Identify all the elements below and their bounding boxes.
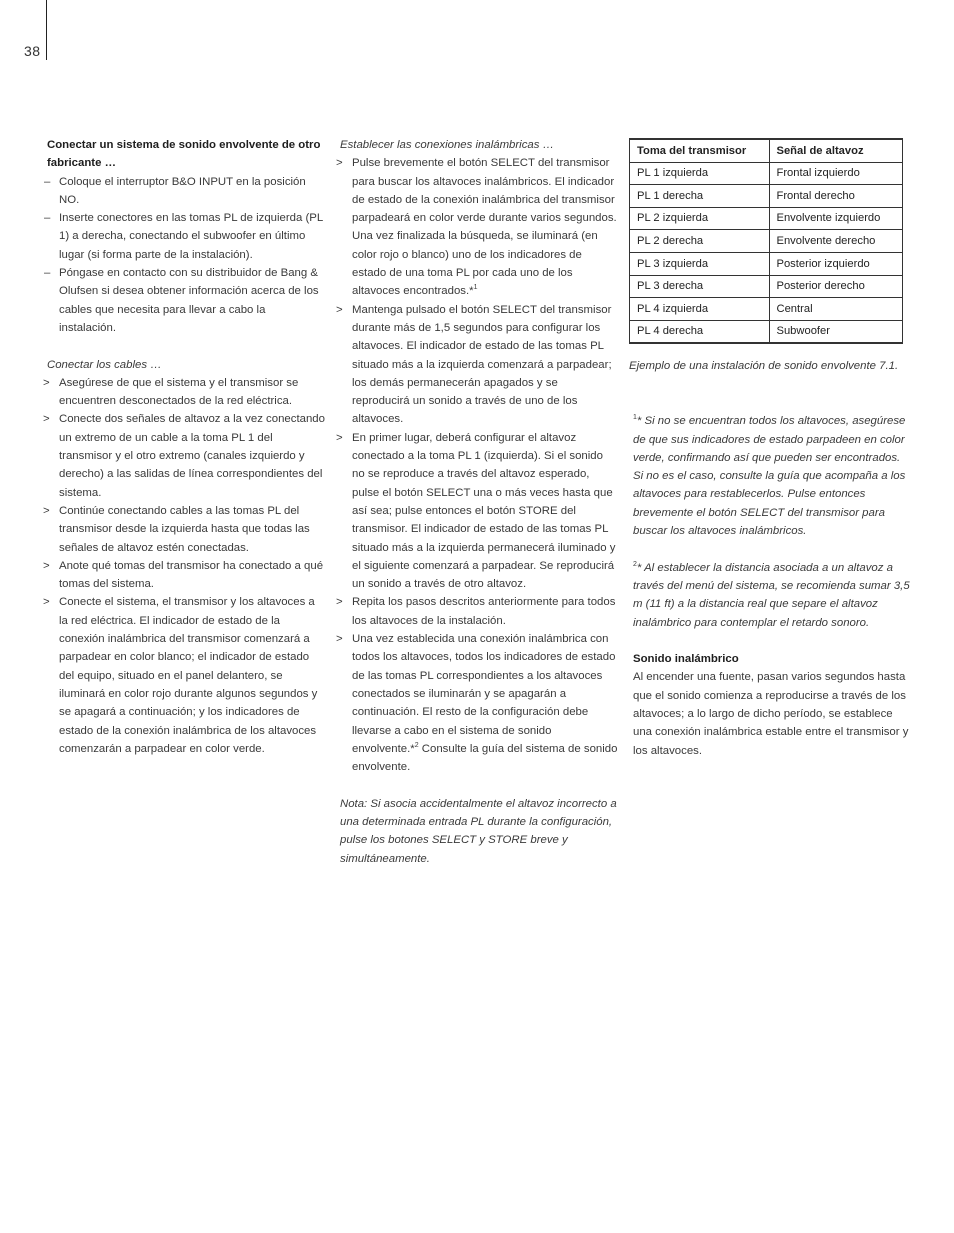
footnote-ref: 2: [414, 742, 419, 749]
footnote-ref: 1: [473, 284, 478, 292]
table-cell: PL 4 izquierda: [630, 298, 770, 321]
dash-marker: –: [44, 212, 51, 225]
arrow-marker: >: [43, 559, 50, 572]
list-item: > Anote qué tomas del transmisor ha conectado a qué tomas del sistema.: [47, 557, 325, 594]
arrow-marker: >: [336, 431, 343, 444]
arrow-marker: >: [43, 504, 50, 517]
table-cell: Central: [769, 298, 903, 321]
list-item: > Repita los pasos descritos anteriormente para todos los altavoces de la instalación.: [340, 593, 618, 630]
column-middle: [336, 136, 618, 868]
list-item: > En primer lugar, deberá configurar el altavoz conectado a la toma PL 1 (izquierda). Si el sonido no se reproduce a través del altavoz esperado, pulse el botón SELECT una o más veces hasta que así sea; pulse entonces el botón STORE del transmisor. El indicador de estado de las tomas PL situado más a la izquierda permanecerá iluminado y el siguiente comenzará a parpadear. Se reproducirá un sonido a través de otro altavoz.: [340, 429, 618, 594]
table-cell: Frontal izquierdo: [769, 162, 903, 185]
column-header: Toma del transmisor: [630, 139, 770, 162]
list-item: – Inserte conectores en las tomas PL de izquierda (PL 1) a derecha, conectando el subwoofer en último lugar (si forma parte de la instalación).: [47, 209, 325, 264]
table-row: [630, 298, 903, 321]
table-cell: Posterior izquierdo: [769, 252, 903, 275]
table-row: [630, 252, 903, 275]
table-row: [630, 207, 903, 230]
speaker-mapping-table: [629, 138, 903, 344]
table-caption: Ejemplo de una instalación de sonido envolvente 7.1.: [629, 360, 899, 373]
section-heading-wireless-sound: Sonido inalámbrico: [633, 653, 739, 666]
table-header-row: [630, 139, 903, 162]
wireless-steps: [336, 154, 618, 776]
table-cell: PL 1 derecha: [630, 185, 770, 208]
table-cell: PL 3 izquierda: [630, 252, 770, 275]
wireless-sound-text: Al encender una fuente, pasan varios segundos hasta que el sonido comienza a reproducirse a través de los altavoces; a lo largo de dicho período, se establece una conexión inalámbrica estable entre el transmisor y los altavoces.: [633, 671, 909, 757]
table-cell: Envolvente izquierdo: [769, 207, 903, 230]
table-cell: PL 1 izquierda: [630, 162, 770, 185]
arrow-marker: >: [43, 596, 50, 609]
setup-dash-list: [44, 173, 325, 338]
table-cell: PL 4 derecha: [630, 320, 770, 343]
footnote-number: 1: [633, 414, 637, 422]
table-cell: PL 2 izquierda: [630, 207, 770, 230]
page-margin-rule: [46, 0, 47, 60]
arrow-marker: >: [43, 376, 50, 389]
table-row: [630, 185, 903, 208]
arrow-marker: >: [43, 413, 50, 426]
arrow-marker: >: [336, 303, 343, 316]
table-cell: PL 2 derecha: [630, 230, 770, 253]
footnote-2: $^2$* Al establecer la distancia asociada a un altavoz a través del menú del sistema, se recomienda sumar 3,5 m (11 ft) a la distancia real que separe el altavoz inalámbrico para contemplar el retardo sonoro.: [633, 560, 910, 629]
column-header: Señal de altavoz: [769, 139, 903, 162]
dash-marker: –: [44, 175, 51, 188]
list-item: > Conecte el sistema, el transmisor y los altavoces a la red eléctrica. El indicador de estado de la conexión inalámbrica del transmisor comenzará a parpadear en color blanco; el indicador de estado del equipo, situado en el panel delantero, se iluminará en color rojo durante algunos segundos y se apagará a continuación; y los indicadores de estado de la conexión inalámbrica de los altavoces comenzarán a parpadear en color verde.: [47, 593, 325, 758]
list-item: – Coloque el interruptor B&O INPUT en la posición NO.: [47, 173, 325, 210]
table-cell: Frontal derecho: [769, 185, 903, 208]
subheading-connect-cables: Conectar los cables …: [47, 358, 162, 371]
column-right: [629, 136, 911, 760]
list-item: > Mantenga pulsado el botón SELECT del transmisor durante más de 1,5 segundos para configurar los altavoces. El indicador de estado de las tomas PL situado más a la izquierda comenzará a parpadear; los demás permanecerán apagados y se reproducirá un sonido a través de uno de los altavoces.: [340, 301, 618, 429]
arrow-marker: >: [336, 596, 343, 609]
dash-marker: –: [44, 267, 51, 280]
page-number: 38: [24, 43, 41, 59]
table-cell: Envolvente derecho: [769, 230, 903, 253]
footnote-1: $^1$* Si no se encuentran todos los altavoces, asegúrese de que sus indicadores de estado parpadeen en color verde, confirmando así que pueden ser encontrados. Si no es el caso, consulte la guía que acompaña a los altavoces para restablecerlos. Pulse entonces brevemente el botón SELECT del transmisor para buscar los altavoces inalámbricos.: [633, 414, 906, 538]
section-heading-third-party-surround: Conectar un sistema de sonido envolvente de otro fabricante …: [47, 139, 321, 170]
arrow-marker: >: [336, 157, 343, 170]
table-row: [630, 320, 903, 343]
table-row: [630, 162, 903, 185]
table-row: [630, 275, 903, 298]
list-item: > Pulse brevemente el botón SELECT del transmisor para buscar los altavoces inalámbricos. El indicador de estado de la conexión inalámbrica del transmisor parpadeará en color verde durante varios segundos. Una vez finalizada la búsqueda, se iluminará (en color rojo o blanco) uno de los indicadores de estado de una toma PL por cada uno de los altavoces encontrados.*$^1$: [340, 154, 618, 300]
connect-cables-steps: [43, 374, 325, 758]
note-text: Nota: Si asocia accidentalmente el altavoz incorrecto a una determinada entrada PL durante la configuración, pulse los botones SELECT y STORE breve y simultáneamente.: [340, 797, 617, 865]
column-left: [43, 136, 325, 758]
arrow-marker: >: [336, 633, 343, 646]
table-row: [630, 230, 903, 253]
subheading-wireless-connections: Establecer las conexiones inalámbricas …: [340, 139, 554, 151]
table-cell: Posterior derecho: [769, 275, 903, 298]
footnote-number: 2: [633, 560, 637, 568]
table-cell: PL 3 derecha: [630, 275, 770, 298]
list-item: > Continúe conectando cables a las tomas PL del transmisor desde la izquierda hasta que todas las señales de altavoz estén conectadas.: [47, 502, 325, 557]
list-item: > Una vez establecida una conexión inalámbrica con todos los altavoces, todos los indicadores de estado de las tomas PL correspondientes a los altavoces conectados se iluminarán y se apagarán a continuación. El resto de la configuración debe llevarse a cabo en el sistema de sonido envolvente.*$^2$ Consulte la guía del sistema de sonido envolvente.: [340, 630, 618, 776]
table-cell: Subwoofer: [769, 320, 903, 343]
list-item: > Asegúrese de que el sistema y el transmisor se encuentren desconectados de la red eléctrica.: [47, 374, 325, 411]
list-item: – Póngase en contacto con su distribuidor de Bang & Olufsen si desea obtener información acerca de los cables que necesita para llevar a cabo la instalación.: [47, 264, 325, 337]
list-item: > Conecte dos señales de altavoz a la vez conectando un extremo de un cable a la toma PL 1 del transmisor y el otro extremo (canales izquierdo y derecho) a las salidas de línea correspondientes del sistema.: [47, 410, 325, 501]
